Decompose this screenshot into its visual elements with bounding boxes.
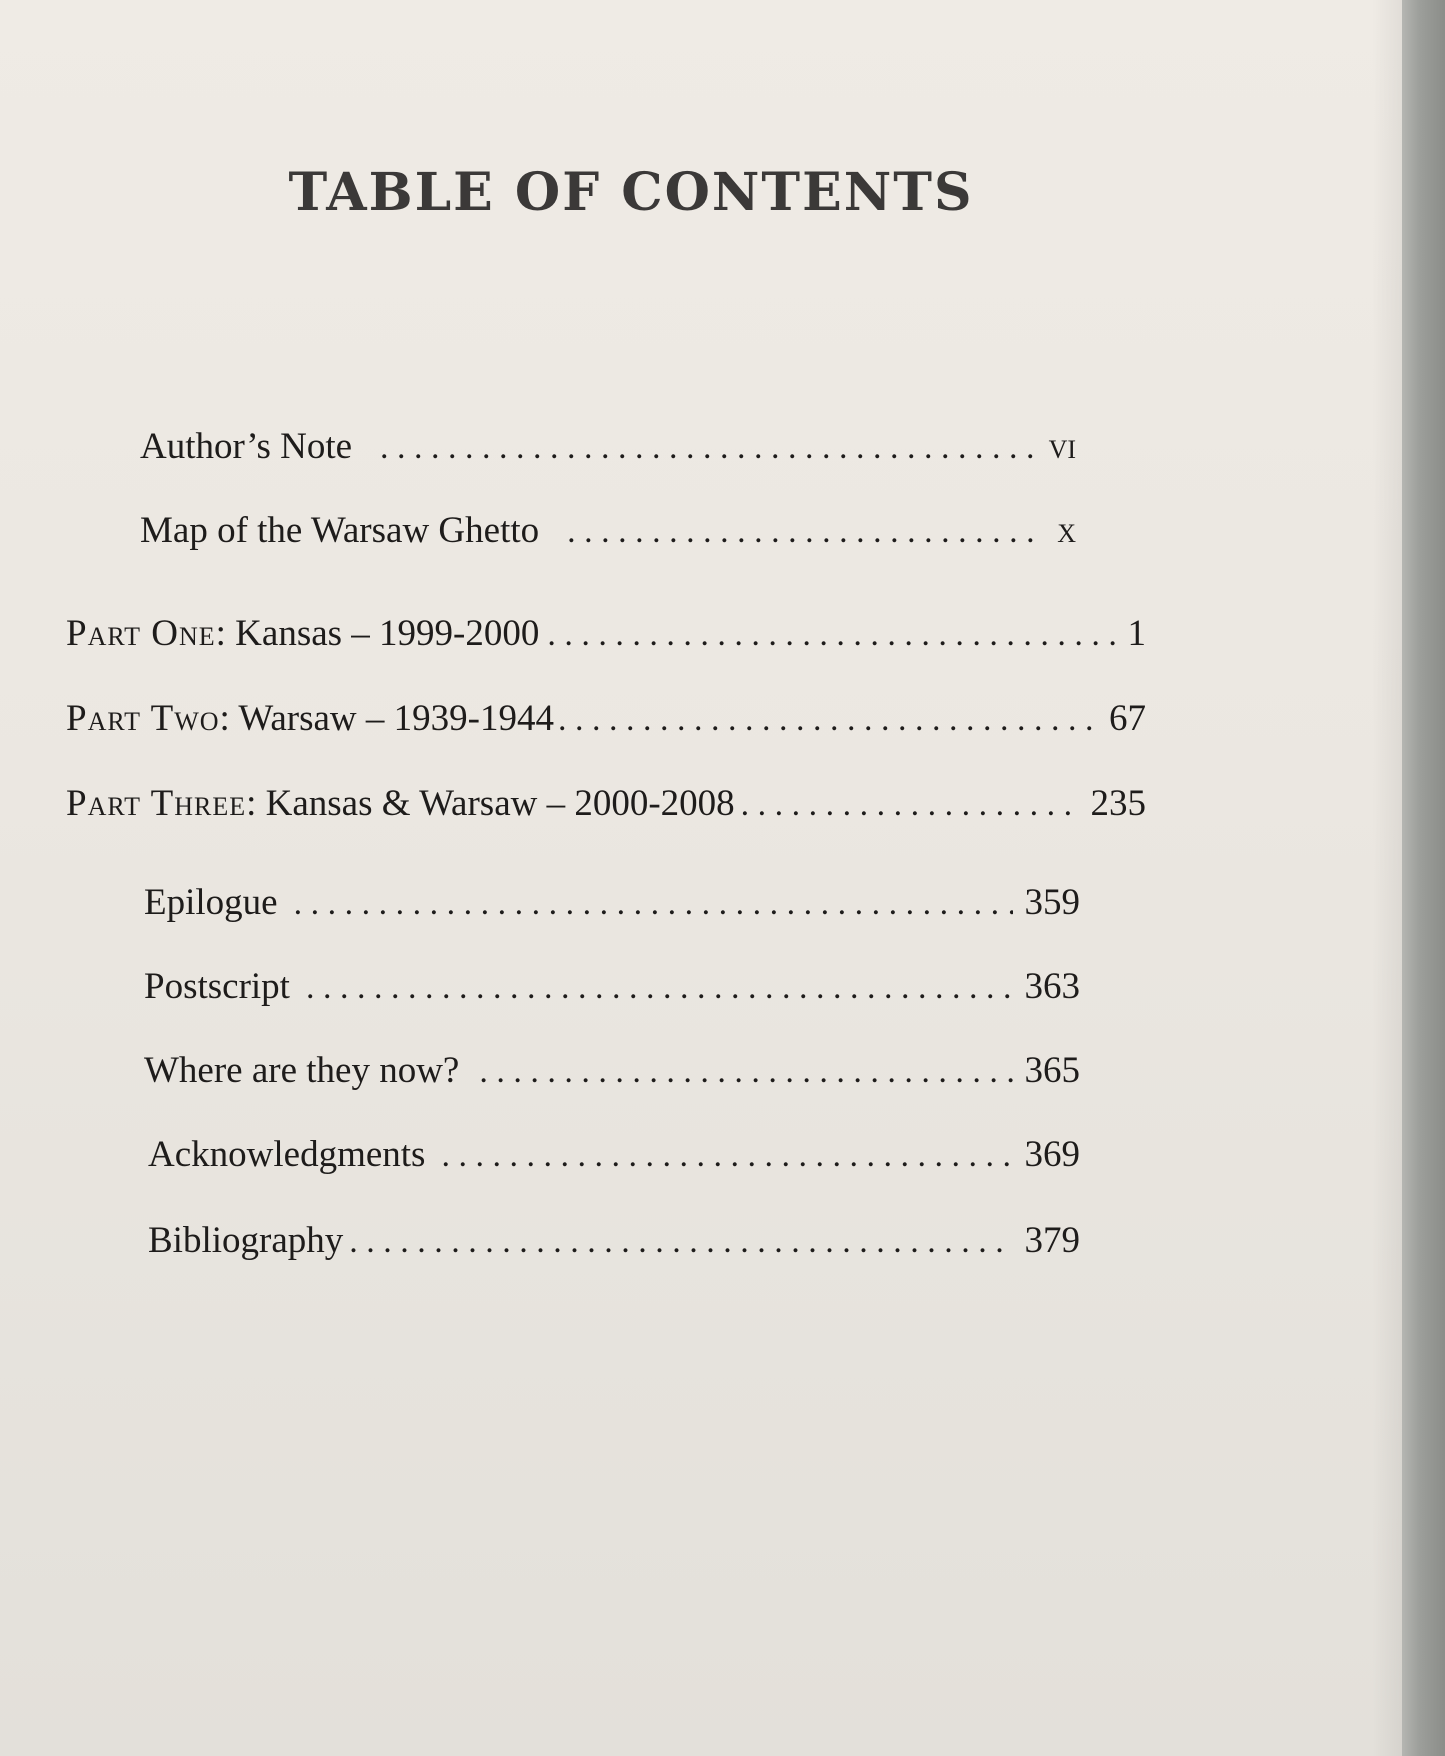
toc-page-number: 379 bbox=[1024, 1220, 1080, 1261]
toc-entry-where-are-they-now bbox=[144, 1052, 1080, 1089]
page-edge bbox=[1402, 0, 1445, 1756]
dot-leader bbox=[441, 1139, 1012, 1173]
dot-leader bbox=[294, 887, 1013, 921]
toc-entry-postscript bbox=[144, 968, 1080, 1005]
part-title: : Kansas & Warsaw – 2000-2008 bbox=[246, 783, 735, 824]
part-label: Part Two bbox=[66, 698, 220, 739]
toc-page-number: x bbox=[1057, 510, 1076, 551]
toc-page-number: 359 bbox=[1024, 882, 1080, 923]
toc-page-number: 369 bbox=[1024, 1134, 1080, 1175]
dot-leader bbox=[558, 703, 1097, 737]
dot-leader bbox=[741, 788, 1079, 822]
toc-entry-authors-note bbox=[140, 428, 1076, 465]
toc-page-number: 1 bbox=[1127, 613, 1146, 654]
dot-leader bbox=[349, 1225, 1012, 1259]
toc-page-number: vi bbox=[1048, 426, 1076, 467]
part-title: : Kansas – 1999-2000 bbox=[215, 613, 540, 654]
toc-entry-epilogue bbox=[144, 884, 1080, 921]
toc-entry-label bbox=[66, 615, 539, 652]
toc-entry-label: Where are they now? bbox=[144, 1050, 460, 1091]
toc-entry-acknowledgments bbox=[148, 1136, 1080, 1173]
dot-leader bbox=[479, 1055, 1012, 1089]
toc-entry-label: Epilogue bbox=[144, 882, 278, 923]
dot-leader bbox=[380, 431, 1037, 465]
toc-entry-label: Acknowledgments bbox=[148, 1134, 426, 1175]
dot-leader bbox=[547, 618, 1115, 652]
toc-entry-label: Postscript bbox=[144, 966, 290, 1007]
toc-page-number: 363 bbox=[1024, 966, 1080, 1007]
toc-entry-label: Bibliography bbox=[148, 1220, 344, 1261]
toc-page-number: 365 bbox=[1024, 1050, 1080, 1091]
toc-entry-part-one bbox=[66, 615, 1146, 652]
toc-entry-part-two bbox=[66, 700, 1146, 737]
toc-entry-label bbox=[66, 785, 735, 822]
toc-entry-part-three bbox=[66, 785, 1146, 822]
toc-entry-label: Map of the Warsaw Ghetto bbox=[140, 510, 540, 551]
part-label: Part Three bbox=[66, 783, 247, 824]
toc-entry-map bbox=[140, 512, 1076, 549]
part-title: : Warsaw – 1939-1944 bbox=[219, 698, 554, 739]
toc-entry-label: Author’s Note bbox=[140, 426, 353, 467]
toc-page-number: 67 bbox=[1109, 698, 1146, 739]
toc-entry-label bbox=[66, 700, 554, 737]
dot-leader bbox=[567, 515, 1045, 549]
dot-leader bbox=[306, 971, 1013, 1005]
page-title: TABLE OF CONTENTS bbox=[288, 162, 974, 223]
toc-entry-bibliography bbox=[148, 1222, 1080, 1259]
toc-page-number: 235 bbox=[1090, 783, 1146, 824]
part-label: Part One bbox=[66, 613, 216, 654]
